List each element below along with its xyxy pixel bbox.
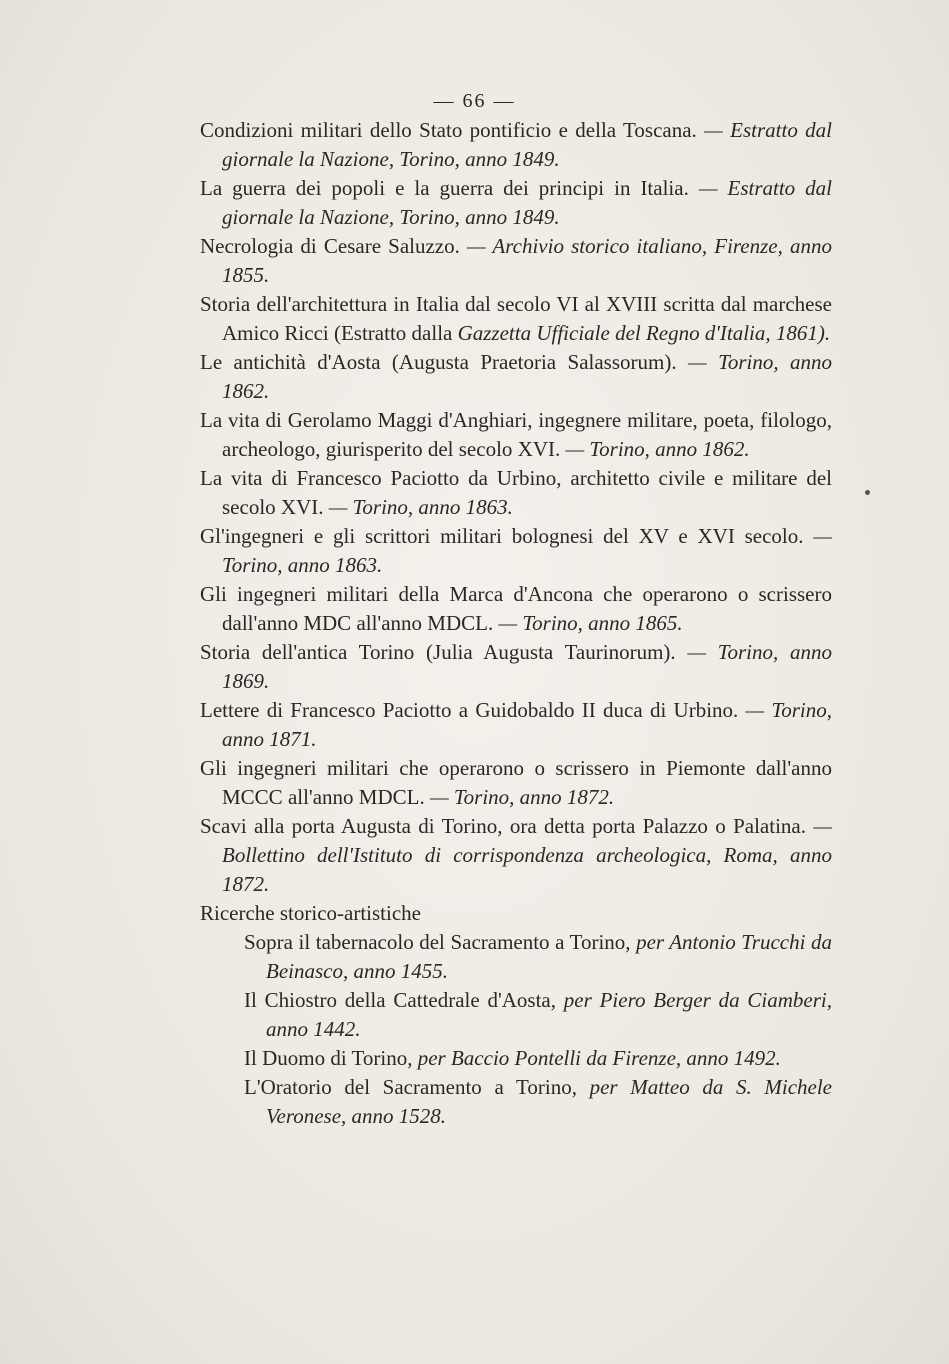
list-item: Condizioni militari dello Stato pontificio e della Toscana. — Estratto dal giornale la Nazione, Torino, anno 1849.	[200, 118, 832, 171]
ink-speck	[865, 490, 870, 495]
list-item: Storia dell'antica Torino (Julia Augusta Taurinorum). — Torino, anno 1869.	[200, 640, 832, 693]
list-item: La guerra dei popoli e la guerra dei principi in Italia. — Estratto dal giornale la Nazione, Torino, anno 1849.	[200, 176, 832, 229]
list-item: Storia dell'architettura in Italia dal secolo VI al XVIII scritta dal marchese Amico Ricci (Estratto dalla Gazzetta Ufficiale del Regno d'Italia, 1861).	[200, 292, 832, 345]
sub-list-item: Il Duomo di Torino, per Baccio Pontelli da Firenze, anno 1492.	[244, 1046, 781, 1070]
sub-list-item: Il Chiostro della Cattedrale d'Aosta, per Piero Berger da Ciamberi, anno 1442.	[244, 988, 832, 1041]
list-item: Necrologia di Cesare Saluzzo. — Archivio storico italiano, Firenze, anno 1855.	[200, 234, 832, 287]
list-item: Lettere di Francesco Paciotto a Guidobaldo II duca di Urbino. — Torino, anno 1871.	[200, 698, 833, 751]
page-number: — 66 —	[433, 90, 516, 112]
list-item: Le antichità d'Aosta (Augusta Praetoria Salassorum). — Torino, anno 1862.	[200, 350, 832, 403]
list-item: Scavi alla porta Augusta di Torino, ora detta porta Palazzo o Palatina. — Bollettino dell'Istituto di corrispondenza archeologica, Roma, anno 1872.	[200, 814, 832, 896]
list-item: Gli ingegneri militari che operarono o scrissero in Piemonte dall'anno MCCC all'anno MDCL. — Torino, anno 1872.	[200, 756, 832, 809]
bibliography-list	[200, 116, 832, 1131]
section-heading: Ricerche storico-artistiche	[200, 901, 421, 925]
sub-list-item: L'Oratorio del Sacramento a Torino, per Matteo da S. Michele Veronese, anno 1528.	[244, 1075, 832, 1128]
list-item: La vita di Francesco Paciotto da Urbino, architetto civile e militare del secolo XVI. — Torino, anno 1863.	[200, 466, 832, 519]
list-item: Gli ingegneri militari della Marca d'Ancona che operarono o scrissero dall'anno MDC all'anno MDCL. — Torino, anno 1865.	[200, 582, 832, 635]
list-item: La vita di Gerolamo Maggi d'Anghiari, ingegnere militare, poeta, filologo, archeologo, giurisperito del secolo XVI. — Torino, anno 1862.	[200, 408, 832, 461]
sub-list-item: Sopra il tabernacolo del Sacramento a Torino, per Antonio Trucchi da Beinasco, anno 1455.	[244, 930, 832, 983]
list-item: Gl'ingegneri e gli scrittori militari bolognesi del XV e XVI secolo. — Torino, anno 1863.	[200, 524, 832, 577]
